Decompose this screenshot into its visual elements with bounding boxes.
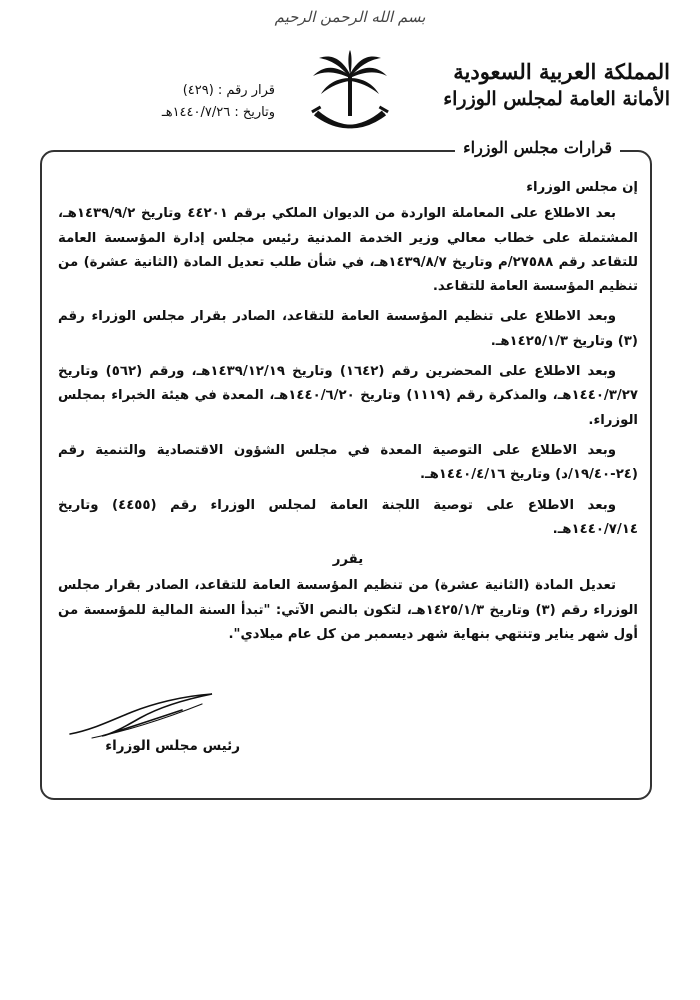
paragraph-5: وبعد الاطلاع على توصية اللجنة العامة لمجلس الوزراء رقم (٤٤٥٥) وتاريخ ١٤٤٠/٧/١٤هـ.	[58, 497, 638, 537]
secretariat-name: الأمانة العامة لمجلس الوزراء	[443, 88, 670, 110]
document-body	[58, 176, 638, 653]
paragraph-3: وبعد الاطلاع على المحضرين رقم (١٦٤٢) وتاريخ ١٤٣٩/١٢/١٩هـ، ورقم (٥٦٢) وتاريخ ١٤٤٠/٣/٢٧هـ، والمذكرة رقم (١١١٩) وتاريخ ١٤٤٠/٦/٢٠هـ، المعدة في هيئة الخبراء بمجلس الوزراء.	[58, 364, 638, 428]
paragraph-1: بعد الاطلاع على المعاملة الواردة من الديوان الملكي برقم ٤٤٢٠١ وتاريخ ١٤٣٩/٩/٢هـ، المشتملة على خطاب معالي وزير الخدمة المدنية رئيس مجلس إدارة المؤسسة العامة للتقاعد رقم ٢٧٥٨٨/م وتاريخ ١٤٣٩/٨/٧هـ، في شأن طلب تعديل المادة (الثانية عشرة) من تنظيم المؤسسة العامة للتقاعد.	[58, 206, 638, 295]
signer-title: رئيس مجلس الوزراء	[105, 738, 240, 754]
opening-line: إن مجلس الوزراء	[526, 180, 638, 195]
government-name	[420, 58, 670, 112]
kingdom-name: المملكة العربية السعودية	[453, 59, 670, 84]
letterhead	[0, 48, 700, 148]
decision-number: قرار رقم : (٤٢٩)	[182, 83, 275, 98]
frame-title: قرارات مجلس الوزراء	[455, 138, 620, 157]
paragraph-6: تعديل المادة (الثانية عشرة) من تنظيم المؤسسة العامة للتقاعد، الصادر بقرار مجلس الوزراء رقم (٣) وتاريخ ١٤٢٥/١/٣هـ، لتكون بالنص الآتي: "تبدأ السنة المالية للمؤسسة من أول شهر يناير وتنتهي بنهاية شهر ديسمبر من كل عام ميلادي".	[58, 578, 638, 643]
palm-swords-emblem-icon	[305, 48, 395, 143]
paragraph-2: وبعد الاطلاع على تنظيم المؤسسة العامة للتقاعد، الصادر بقرار مجلس الوزراء رقم (٣) وتاريخ ١٤٢٥/١/٣هـ.	[58, 309, 638, 349]
decision-info	[95, 80, 275, 124]
basmala: بسم الله الرحمن الرحيم	[274, 8, 426, 26]
decides-heading: يقرر	[332, 552, 364, 568]
decision-date: وتاريخ : ١٤٤٠/٧/٢٦هـ	[161, 105, 275, 120]
paragraph-4: وبعد الاطلاع على التوصية المعدة في مجلس الشؤون الاقتصادية والتنمية رقم (٢٤-١٩/٤٠/د) وتاريخ ١٤٤٠/٤/١٦هـ.	[58, 442, 638, 483]
